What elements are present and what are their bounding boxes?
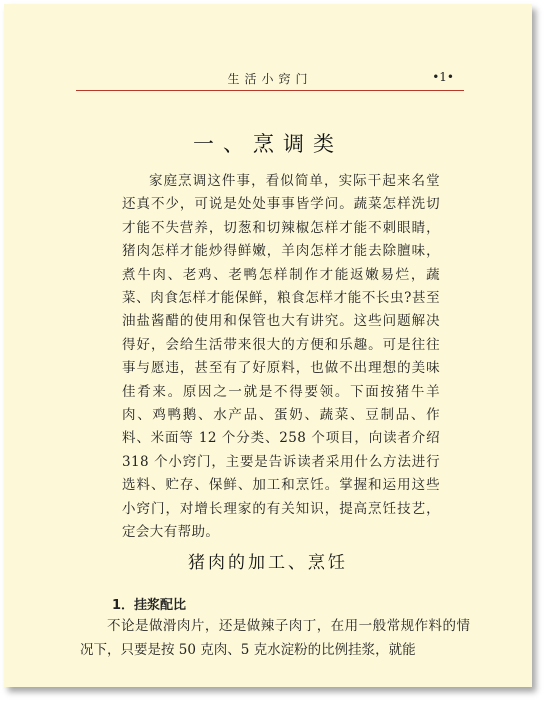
header-divider (76, 90, 464, 91)
subsection-title: 1．挂浆配比 (112, 598, 187, 613)
book-page (4, 4, 532, 687)
body-section (80, 614, 470, 662)
page-number: •1• (432, 70, 454, 84)
intro-paragraph: 家庭烹调这件事，看似简单，实际干起来名堂还真不少，可说是处处事事皆学问。蔬菜怎样洗切才能不失营养，切葱和切辣椒怎样才能不刺眼睛，猪肉怎样才能炒得鲜嫩，羊肉怎样才能去除膻味，煮牛肉、老鸡、老鸭怎样制作才能返嫩易烂，蔬菜、肉食怎样才能保鲜，粮食怎样才能不长虫?甚至油盐酱醋的使用和保管也大有讲究。这些问题解决得好，会给生活带来很大的方便和乐趣。可是往往事与愿违，甚至有了好原料，也做不出理想的美味佳肴来。原因之一就是不得要领。下面按猪牛羊肉、鸡鸭鹅、水产品、蛋奶、蔬菜、豆制品、作料、米面等 12 个分类、258 个项目，向读者介绍 318 个小窍门，主要是告诉读者采用什么方法进行选料、贮存、保鲜、加工和烹饪。掌握和运用这些小窍门，对增长理家的有关知识，提高烹饪技艺，定会大有帮助。 (122, 173, 440, 541)
header-title: 生活小窍门 (227, 72, 313, 86)
body-paragraph: 不论是做滑肉片，还是做辣子肉丁，在用一般常规作料的情况下，只要是按 50 克肉、5 克水淀粉的比例挂浆，就能 (80, 618, 470, 658)
section-title: 猪肉的加工、烹饪 (188, 553, 348, 573)
intro-section (122, 170, 440, 545)
chapter-title: 一、烹调类 (193, 132, 343, 156)
running-header (76, 70, 464, 90)
